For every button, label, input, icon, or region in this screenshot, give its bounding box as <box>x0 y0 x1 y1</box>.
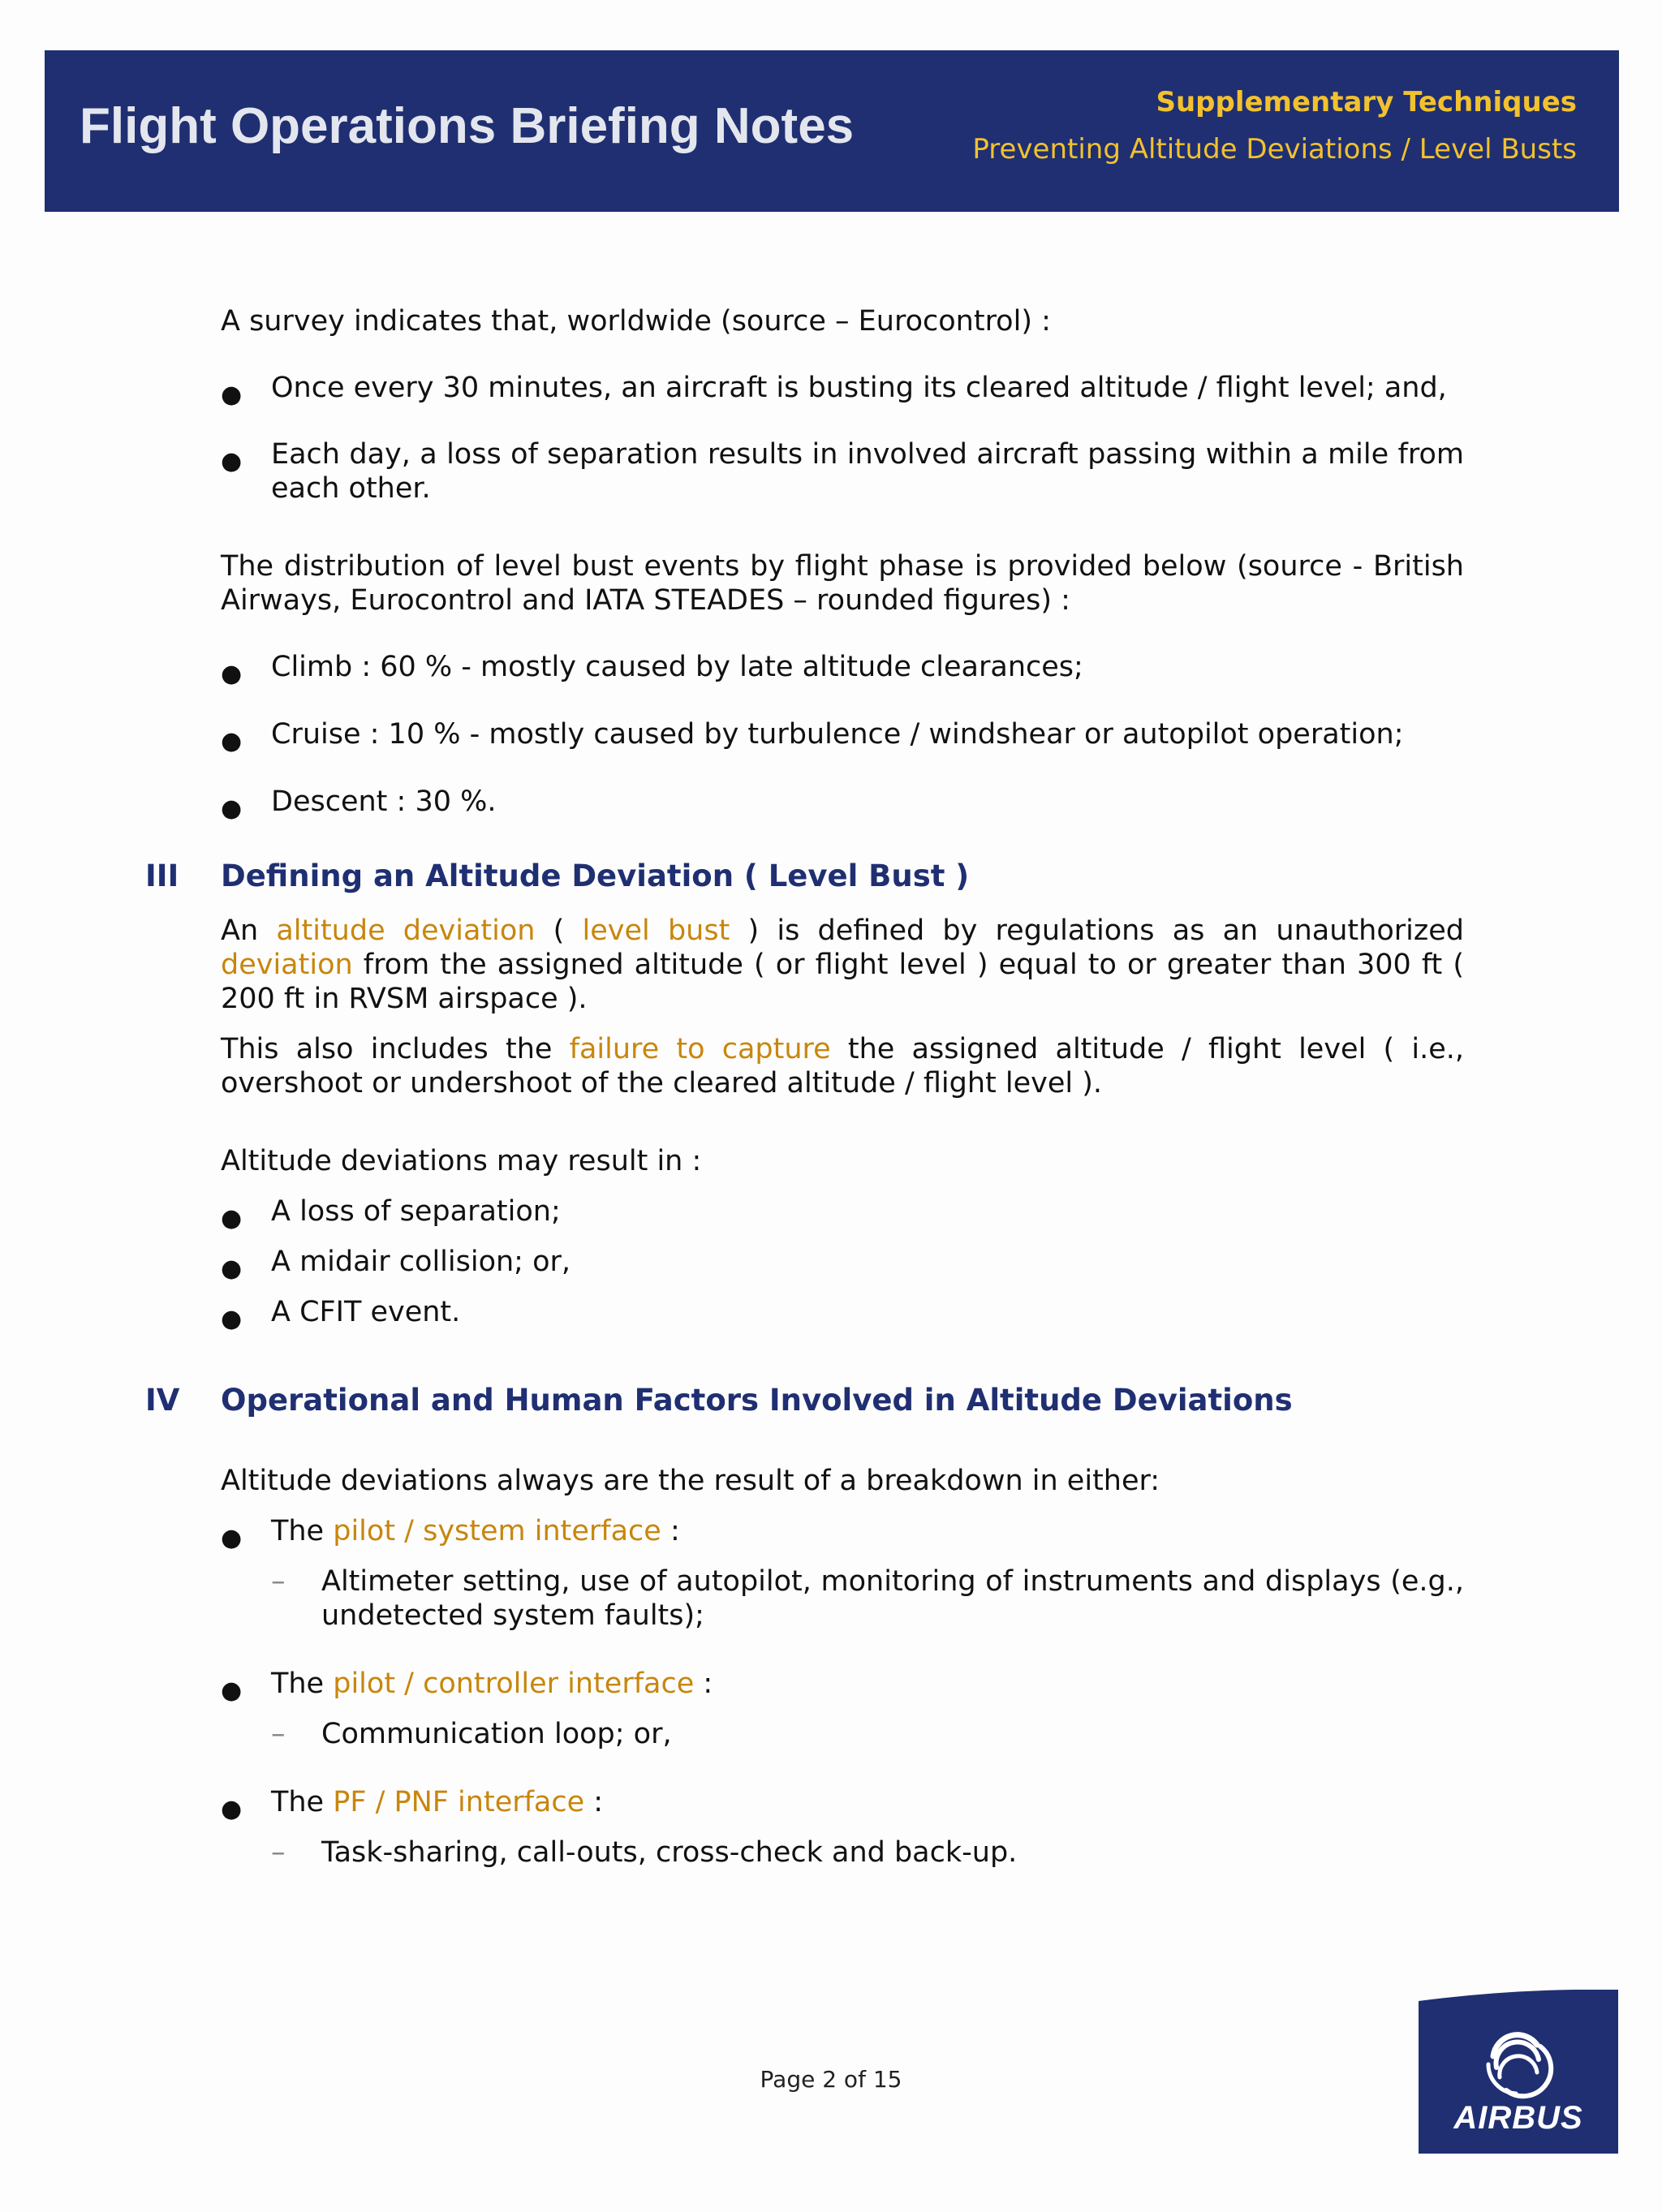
highlight-term: PF / PNF interface <box>333 1786 585 1818</box>
bullet-text: Cruise : 10 % - mostly caused by turbulence / windshear or autopilot operation; <box>271 718 1404 751</box>
bullet-icon: ● <box>221 381 243 409</box>
highlight-term: altitude deviation <box>276 914 536 947</box>
distribution-text: The distribution of level bust events by flight phase is provided below (source - British Airways, Eurocontrol and IATA STEADES – rounded figures) : <box>221 550 1464 617</box>
bullet-text: The pilot / system interface : <box>271 1515 680 1547</box>
section-title: Defining an Altitude Deviation ( Level Bust ) <box>221 859 970 893</box>
sub-list-item <box>221 1835 1464 1870</box>
list-item <box>221 717 1464 755</box>
section-heading <box>145 859 1464 894</box>
highlight-term: deviation <box>221 949 353 981</box>
bullet-text: Climb : 60 % - mostly caused by late altitude clearances; <box>271 651 1083 683</box>
logo-wordmark: AIRBUS <box>1453 2100 1583 2136</box>
bullet-icon: ● <box>221 1305 243 1333</box>
dash-icon: – <box>271 1718 286 1750</box>
breakdown-intro: Altitude deviations always are the result of a breakdown in either: <box>221 1465 1160 1497</box>
section-number: IV <box>145 1383 180 1418</box>
highlight-term: failure to capture <box>569 1033 831 1065</box>
bullet-text: The PF / PNF interface : <box>271 1786 604 1818</box>
page-content <box>145 304 1464 1870</box>
sub-list-item <box>221 1564 1464 1633</box>
list-item <box>221 1785 1464 1823</box>
dash-icon: – <box>271 1565 286 1598</box>
bullet-text: A CFIT event. <box>271 1296 461 1328</box>
dash-icon: – <box>271 1836 286 1869</box>
bullet-icon: ● <box>221 1795 243 1823</box>
list-item <box>221 1194 1464 1233</box>
results-intro: Altitude deviations may result in : <box>221 1145 702 1177</box>
header-right <box>972 86 1577 166</box>
list-item <box>221 1245 1464 1283</box>
definition-paragraph: An altitude deviation ( level bust ) is defined by regulations as an unauthorized deviation from the assigned altitude ( or flight level ) equal to or greater than 300 ft ( 200 ft in RVSM airspace ). <box>221 914 1464 1015</box>
section-title: Operational and Human Factors Involved in Altitude Deviations <box>221 1383 1293 1418</box>
bullet-text: The pilot / controller interface : <box>271 1668 713 1700</box>
bullet-icon: ● <box>221 660 243 688</box>
list-item <box>221 371 1464 409</box>
bullet-text: Each day, a loss of separation results in involved aircraft passing within a mile from each other. <box>271 438 1464 505</box>
list-item <box>221 785 1464 823</box>
bullet-text: Once every 30 minutes, an aircraft is busting its cleared altitude / flight level; and, <box>271 372 1447 404</box>
sub-item-text: Task-sharing, call-outs, cross-check and back-up. <box>321 1836 1018 1869</box>
document-title: Flight Operations Briefing Notes <box>80 98 855 154</box>
document-subtitle: Preventing Altitude Deviations / Level Busts <box>972 133 1577 166</box>
bullet-icon: ● <box>221 794 243 823</box>
airbus-logo <box>1419 1990 1618 2154</box>
section-heading <box>145 1383 1464 1418</box>
bullet-text: Descent : 30 %. <box>271 785 497 818</box>
list-item <box>221 1295 1464 1333</box>
sub-list-item <box>221 1717 1464 1751</box>
sub-item-text: Communication loop; or, <box>321 1718 672 1750</box>
bullet-icon: ● <box>221 727 243 755</box>
survey-text: A survey indicates that, worldwide (source – Eurocontrol) : <box>221 305 1051 338</box>
header-banner <box>45 50 1619 212</box>
bullet-icon: ● <box>221 447 243 476</box>
bullet-icon: ● <box>221 1254 243 1283</box>
capture-paragraph: This also includes the failure to capture the assigned altitude / flight level ( i.e., overshoot or undershoot of the cleared altitude / flight level ). <box>221 1033 1464 1100</box>
highlight-term: pilot / system interface <box>333 1515 661 1547</box>
list-item <box>221 1667 1464 1705</box>
highlight-term: pilot / controller interface <box>333 1668 695 1700</box>
highlight-term: level bust <box>582 914 730 947</box>
section-number: III <box>145 859 179 893</box>
list-item <box>221 650 1464 688</box>
bullet-icon: ● <box>221 1676 243 1705</box>
list-item <box>221 437 1464 506</box>
bullet-text: A loss of separation; <box>271 1195 561 1228</box>
bullet-text: A midair collision; or, <box>271 1246 571 1278</box>
sub-item-text: Altimeter setting, use of autopilot, monitoring of instruments and displays (e.g., undetected system faults); <box>321 1565 1464 1632</box>
bullet-icon: ● <box>221 1204 243 1233</box>
bullet-icon: ● <box>221 1524 243 1552</box>
category-label: Supplementary Techniques <box>1156 86 1577 118</box>
list-item <box>221 1514 1464 1552</box>
page-number: Page 2 of 15 <box>760 2066 902 2093</box>
